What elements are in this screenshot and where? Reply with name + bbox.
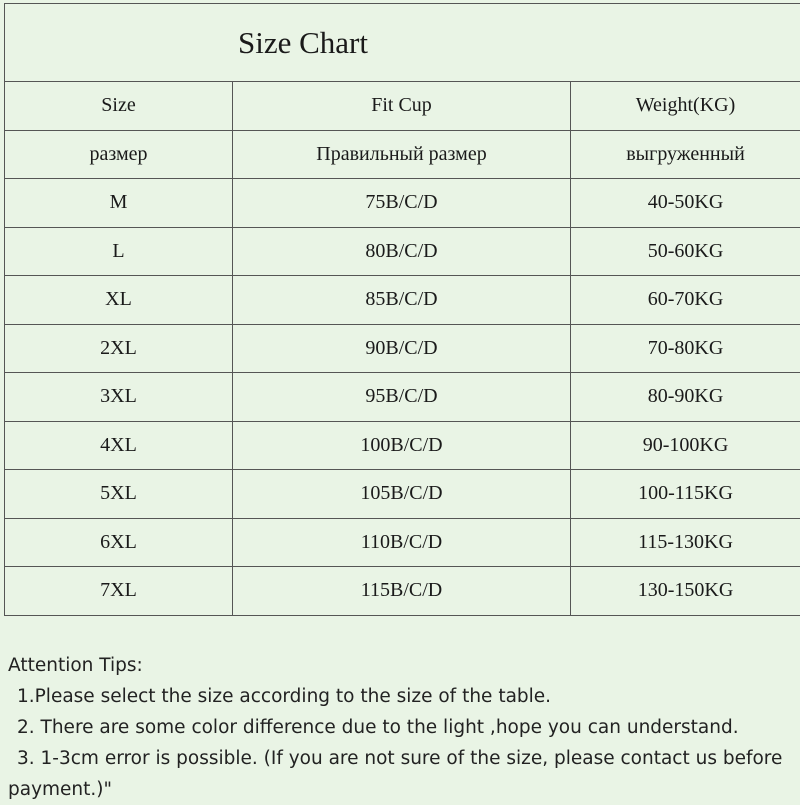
size-cell: 3XL [5,373,233,422]
weight-cell: 40-50KG [571,179,800,228]
header-size-ru: размер [5,130,233,179]
size-cell: M [5,179,233,228]
header-row [5,82,800,131]
tip-item: 1.Please select the size according to the size of the table. [17,681,798,712]
tip-item: 3. 1-3cm error is possible. (If you are not sure of the size, please contact us before payment.)" [8,743,798,805]
size-chart-table [4,3,800,616]
tip-item: 2. There are some color difference due to the light ,hope you can understand. [17,712,798,743]
weight-cell: 130-150KG [571,567,800,616]
header-size: Size [5,82,233,131]
header-fit-cup: Fit Cup [233,82,571,131]
table-row [5,227,800,276]
size-cell: XL [5,276,233,325]
weight-cell: 70-80KG [571,324,800,373]
cup-cell: 100B/C/D [233,421,571,470]
size-cell: L [5,227,233,276]
cup-cell: 110B/C/D [233,518,571,567]
header-fit-cup-ru: Правильный размер [233,130,571,179]
header-weight: Weight(KG) [571,82,800,131]
weight-cell: 80-90KG [571,373,800,422]
size-cell: 6XL [5,518,233,567]
table-row [5,276,800,325]
attention-tips [8,650,798,805]
cup-cell: 75B/C/D [233,179,571,228]
header-row-ru [5,130,800,179]
title-row [5,4,800,82]
table-row [5,421,800,470]
cup-cell: 80B/C/D [233,227,571,276]
table-row [5,373,800,422]
table-row [5,470,800,519]
size-cell: 7XL [5,567,233,616]
cup-cell: 95B/C/D [233,373,571,422]
cup-cell: 105B/C/D [233,470,571,519]
weight-cell: 100-115KG [571,470,800,519]
weight-cell: 60-70KG [571,276,800,325]
weight-cell: 115-130KG [571,518,800,567]
table-row [5,324,800,373]
tips-title: Attention Tips: [8,650,798,681]
cup-cell: 85B/C/D [233,276,571,325]
cup-cell: 90B/C/D [233,324,571,373]
size-cell: 2XL [5,324,233,373]
cup-cell: 115B/C/D [233,567,571,616]
table-row [5,567,800,616]
table-row [5,179,800,228]
table-row [5,518,800,567]
weight-cell: 50-60KG [571,227,800,276]
weight-cell: 90-100KG [571,421,800,470]
header-weight-ru: выгруженный [571,130,800,179]
size-cell: 5XL [5,470,233,519]
size-cell: 4XL [5,421,233,470]
chart-title: Size Chart [5,4,800,82]
